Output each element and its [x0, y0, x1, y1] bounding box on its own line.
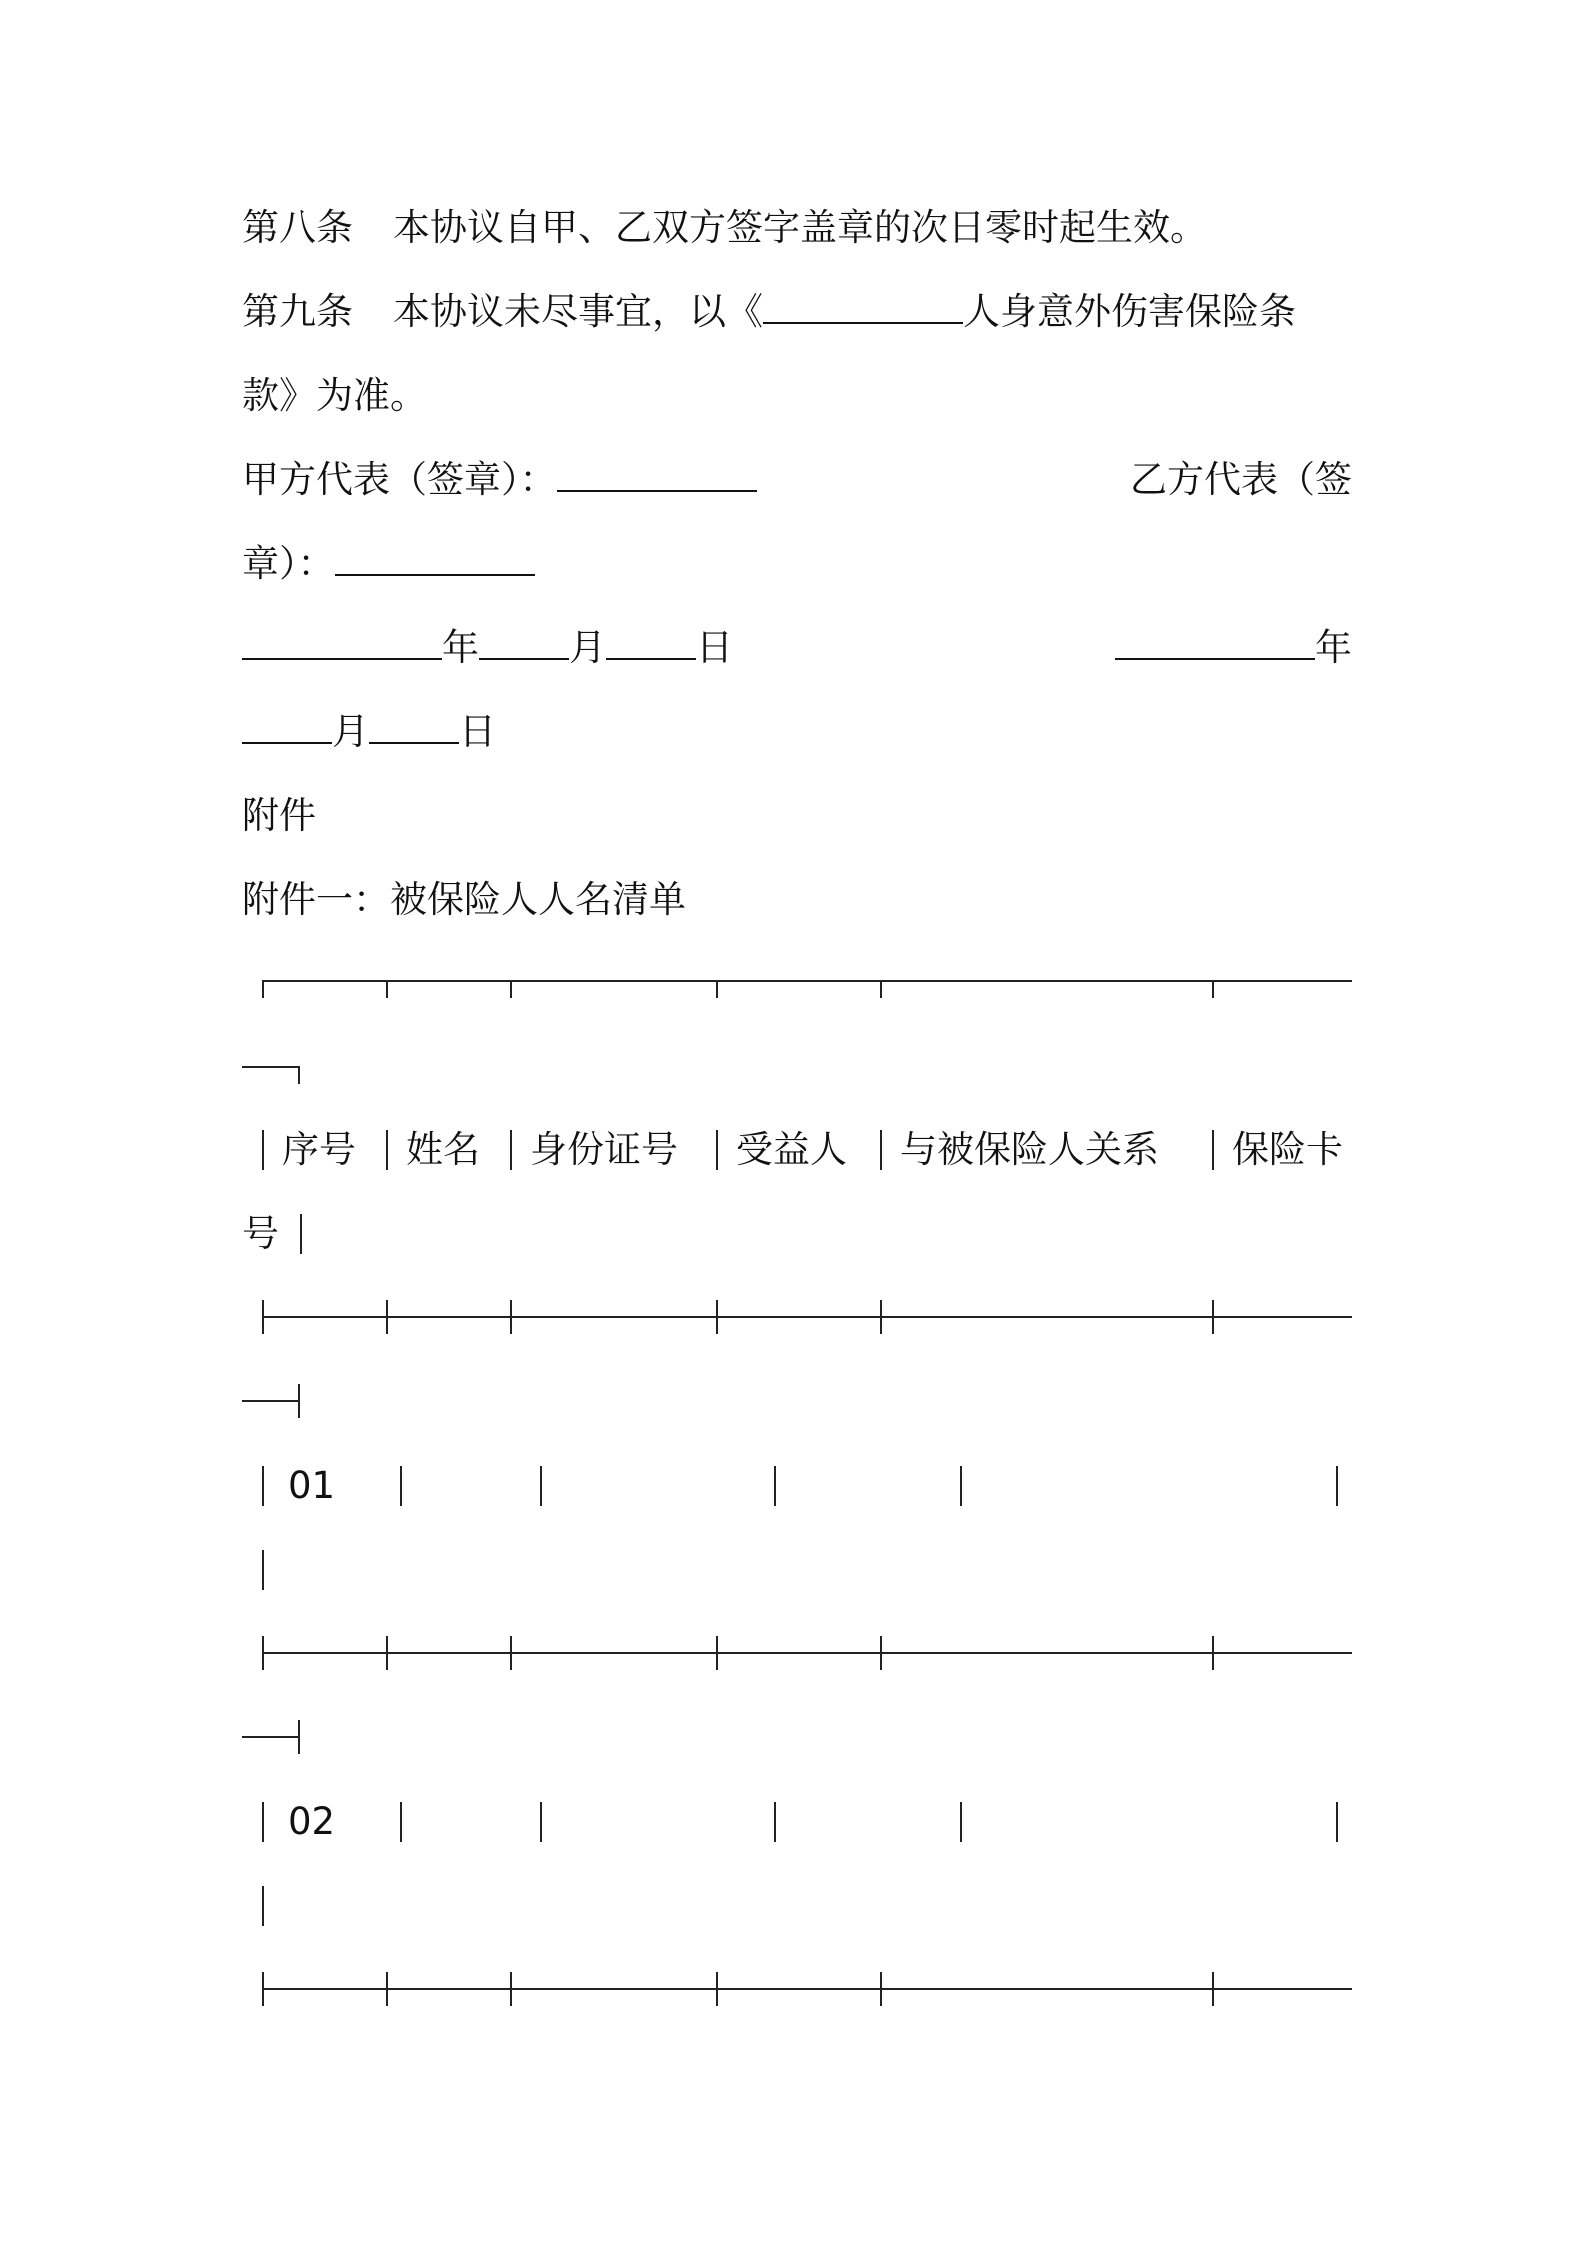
table-separator [262, 1988, 1352, 1990]
header-card-number: 保险卡 [1232, 1128, 1343, 1171]
blank-insurer[interactable] [763, 321, 963, 324]
table-tick [510, 980, 512, 998]
table-tick [716, 1972, 718, 2006]
table-tick [298, 1066, 300, 1084]
table-tick [1212, 1636, 1214, 1670]
table-bar [880, 1130, 882, 1170]
article-9 [242, 270, 1352, 354]
table-bar [400, 1802, 402, 1842]
table-bar [774, 1466, 776, 1506]
table-bar [262, 1466, 264, 1506]
table-bar [540, 1802, 542, 1842]
row-02-index: 02 [288, 1800, 336, 1843]
table-tick [716, 1300, 718, 1334]
table-wrap-rule [242, 1066, 298, 1068]
table-bar [510, 1130, 512, 1170]
date-a-month-blank[interactable] [479, 657, 569, 660]
table-tick [880, 1636, 882, 1670]
table-tick [716, 1636, 718, 1670]
table-tick [880, 980, 882, 998]
table-separator [262, 1316, 1352, 1318]
table-tick [386, 980, 388, 998]
table-bar [262, 1130, 264, 1170]
table-bar [386, 1130, 388, 1170]
party-a-blank[interactable] [557, 489, 757, 492]
table-tick [386, 1636, 388, 1670]
party-b-label-head: 乙方代表（签 [1130, 458, 1352, 501]
table-tick [1212, 1972, 1214, 2006]
date-a-day: 日 [696, 626, 733, 669]
article-8-label: 第八条 [242, 206, 353, 249]
header-beneficiary: 受益人 [736, 1128, 847, 1171]
article-8-text: 本协议自甲、乙双方签字盖章的次日零时起生效。 [393, 206, 1207, 249]
table-tick [262, 1300, 264, 1334]
attachment-title: 附件 [242, 794, 316, 837]
article-9-label: 第九条 [242, 290, 353, 333]
table-tick [262, 1636, 264, 1670]
header-relationship: 与被保险人关系 [900, 1128, 1159, 1171]
date-b-month: 月 [332, 710, 369, 753]
table-tick [262, 1972, 264, 2006]
table-tick [880, 1972, 882, 2006]
article-8 [242, 186, 1352, 270]
article-9-cont [242, 354, 1352, 438]
table-tick [386, 1300, 388, 1334]
date-b-year-blank[interactable] [1115, 657, 1315, 660]
date-a-month: 月 [569, 626, 606, 669]
table-tick [298, 1384, 300, 1418]
party-b-blank[interactable] [335, 573, 535, 576]
date-b-month-blank[interactable] [242, 741, 332, 744]
table-bar [300, 1214, 302, 1254]
article-9-text-cont: 款》为准。 [242, 374, 427, 417]
date-line [242, 606, 1352, 690]
header-id-number: 身份证号 [530, 1128, 678, 1171]
table-bar [262, 1802, 264, 1842]
signature-line-2 [242, 522, 1352, 606]
header-name: 姓名 [406, 1128, 480, 1171]
table-bar [400, 1466, 402, 1506]
table-bar [262, 1550, 264, 1590]
table-bar [774, 1802, 776, 1842]
header-card-number-wrap: 号 [242, 1212, 279, 1255]
signature-line [242, 438, 1352, 522]
table-top-rule [262, 980, 1352, 982]
table-tick [880, 1300, 882, 1334]
party-a-label: 甲方代表（签章）： [242, 458, 557, 501]
table-tick [1212, 980, 1214, 998]
table-tick [510, 1300, 512, 1334]
table-tick [510, 1972, 512, 2006]
table-bar [716, 1130, 718, 1170]
table-bar [540, 1466, 542, 1506]
table-tick [386, 1972, 388, 2006]
attachment-subtitle: 附件一：被保险人人名清单 [242, 878, 686, 921]
date-b-day: 日 [459, 710, 496, 753]
date-b-year: 年 [1315, 626, 1352, 669]
table-bar [960, 1466, 962, 1506]
table-bar [262, 1886, 264, 1926]
table-wrap-rule [242, 1400, 298, 1402]
date-a-year: 年 [442, 626, 479, 669]
row-01-index: 01 [288, 1464, 336, 1507]
table-tick [1212, 1300, 1214, 1334]
table-tick [716, 980, 718, 998]
table-tick [262, 980, 264, 998]
table-tick [298, 1720, 300, 1754]
date-line-2 [242, 690, 1352, 774]
article-9-text-before: 本协议未尽事宜，以《 [393, 290, 763, 333]
article-9-text-after: 人身意外伤害保险条 [963, 290, 1296, 333]
date-b-day-blank[interactable] [369, 741, 459, 744]
table-bar [960, 1802, 962, 1842]
table-wrap-rule [242, 1736, 298, 1738]
party-b-label-tail: 章）： [242, 542, 335, 585]
table-separator [262, 1652, 1352, 1654]
date-a-day-blank[interactable] [606, 657, 696, 660]
date-a-year-blank[interactable] [242, 657, 442, 660]
table-tick [510, 1636, 512, 1670]
table-bar [1336, 1466, 1338, 1506]
table-bar [1212, 1130, 1214, 1170]
header-index: 序号 [282, 1128, 356, 1171]
table-bar [1336, 1802, 1338, 1842]
